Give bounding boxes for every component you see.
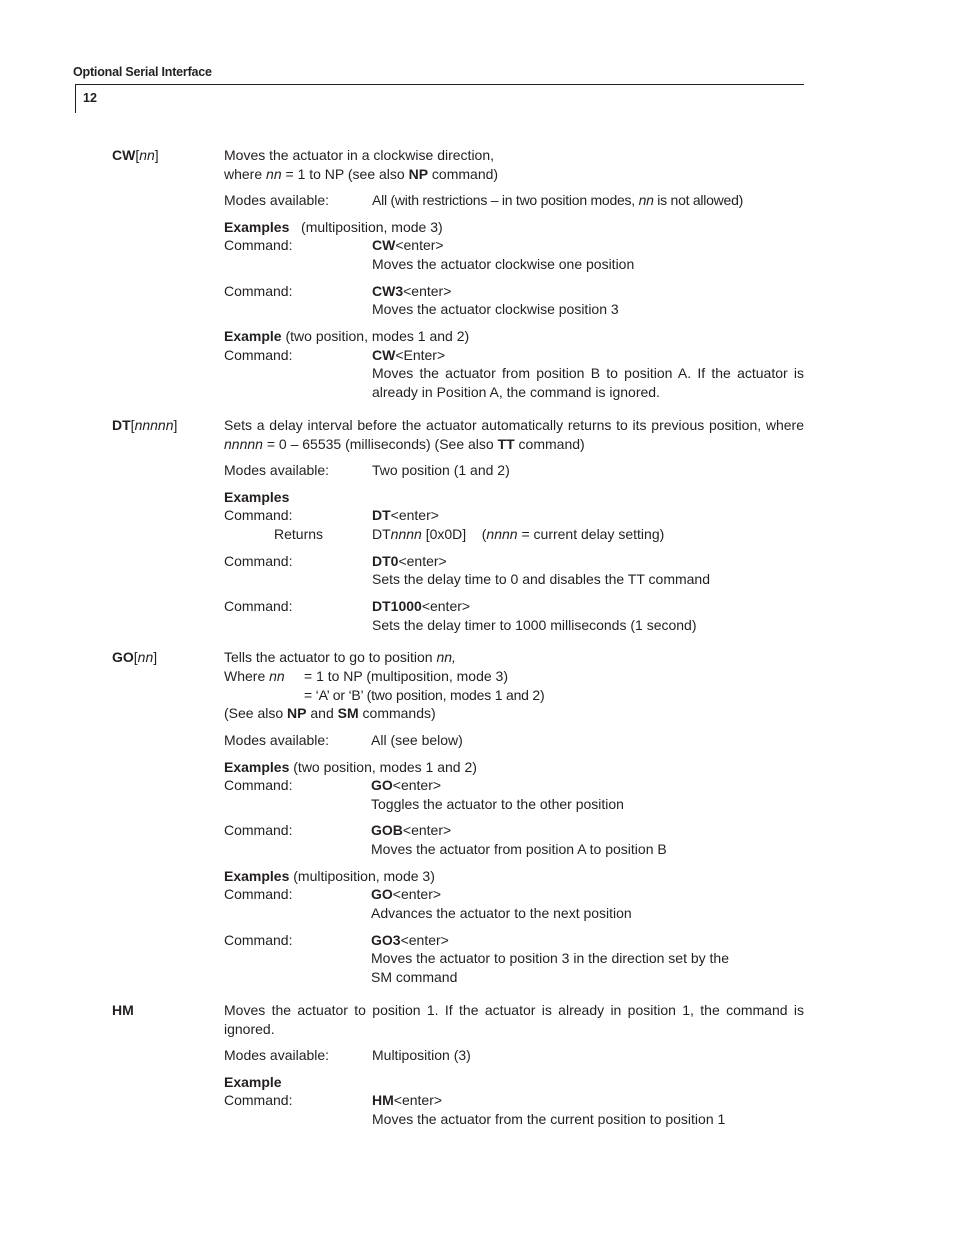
go-example-result-line2: SM command <box>371 969 458 985</box>
dt-example-command: DT<enter> <box>372 507 439 523</box>
cw-examples-heading: Examples (multiposition, mode 3) <box>224 219 443 235</box>
go-example-result-line1: Moves the actuator to position 3 in the direction set by the <box>371 950 729 966</box>
go-examples-heading: Examples (two position, modes 1 and 2) <box>224 759 477 775</box>
cw-command-label: Command: <box>224 283 293 299</box>
cw-example-command: CW<enter> <box>372 237 444 253</box>
go-example-command: GO<enter> <box>371 886 442 902</box>
go-example-command: GO3<enter> <box>371 932 449 948</box>
hm-example-heading: Example <box>224 1074 282 1090</box>
go-modes-label: Modes available: <box>224 732 330 748</box>
go-example-result: Toggles the actuator to the other position <box>371 796 624 812</box>
dt-examples-heading: Examples <box>224 489 290 505</box>
dt-example-result: Sets the delay time to 0 and disables the TT command <box>372 571 711 587</box>
go-example-result: Moves the actuator from position A to position B <box>371 841 667 857</box>
dt-command-label: Command: <box>224 553 293 569</box>
cw-example-result: Moves the actuator clockwise position 3 <box>372 301 619 317</box>
hm-example-command: HM<enter> <box>372 1092 443 1108</box>
cw-modes-label: Modes available: <box>224 192 330 208</box>
go-example-command: GO<enter> <box>371 777 442 793</box>
hm-command-label: Command: <box>224 1092 293 1108</box>
dt-command-label: Command: <box>224 598 293 614</box>
command-cw: CW[nn] <box>112 147 159 163</box>
go-example-result: Advances the actuator to the next position <box>371 905 632 921</box>
dt-returns-label: Returns <box>274 526 324 542</box>
cw-command-label: Command: <box>224 347 293 363</box>
go-description-line2: Where nn <box>224 668 285 684</box>
cw-description-line1: Moves the actuator in a clockwise direction, <box>224 147 495 163</box>
hm-modes-value: Multiposition (3) <box>372 1047 471 1063</box>
cw-modes-value: All (with restrictions – in two position modes, nn is not allowed) <box>372 192 744 208</box>
cw-example-result: Moves the actuator clockwise one position <box>372 256 635 272</box>
page-number: 12 <box>83 91 97 105</box>
dt-example-result: Sets the delay timer to 1000 milliseconds (1 second) <box>372 617 697 633</box>
cw-example-command: CW3<enter> <box>372 283 452 299</box>
cw-command-label: Command: <box>224 237 293 253</box>
dt-example-command: DT1000<enter> <box>372 598 471 614</box>
dt-command-label: Command: <box>224 507 293 523</box>
dt-returns-value: DTnnnn [0x0D] (nnnn = current delay setting) <box>372 526 665 542</box>
go-description-line1: Tells the actuator to go to position nn, <box>224 649 456 665</box>
command-hm: HM <box>112 1002 134 1018</box>
go-description-line2-value: = 1 to NP (multiposition, mode 3) <box>304 668 509 684</box>
go-example-command: GOB<enter> <box>371 822 452 838</box>
command-go: GO[nn] <box>112 649 158 665</box>
command-dt: DT[nnnnn] <box>112 417 178 433</box>
hm-description: Moves the actuator to position 1. If the actuator is already in position 1, the command is ignored. <box>224 1002 804 1037</box>
go-command-label: Command: <box>224 932 293 948</box>
cw-example-heading: Example (two position, modes 1 and 2) <box>224 328 470 344</box>
go-description-line3: = ‘A’ or ‘B’ (two position, modes 1 and 2) <box>304 687 545 703</box>
header-margin-rule <box>75 84 76 113</box>
dt-description: Sets a delay interval before the actuator automatically returns to its previous position, where nnnnn = 0 – 65535 (milliseconds) (See also TT command) <box>224 417 804 452</box>
dt-modes-label: Modes available: <box>224 462 330 478</box>
go-command-label: Command: <box>224 777 293 793</box>
go-examples-heading: Examples (multiposition, mode 3) <box>224 868 435 884</box>
go-command-label: Command: <box>224 822 293 838</box>
dt-example-command: DT0<enter> <box>372 553 447 569</box>
section-title: Optional Serial Interface <box>73 65 212 79</box>
header-rule <box>75 84 804 85</box>
go-modes-value: All (see below) <box>371 732 463 748</box>
go-command-label: Command: <box>224 886 293 902</box>
cw-description-line2: where nn = 1 to NP (see also NP command) <box>224 166 499 182</box>
go-description-line4: (See also NP and SM commands) <box>224 705 436 721</box>
hm-modes-label: Modes available: <box>224 1047 330 1063</box>
cw-example-command: CW<Enter> <box>372 347 446 363</box>
hm-example-result: Moves the actuator from the current position to position 1 <box>372 1111 726 1127</box>
cw-example-result: Moves the actuator from position B to position A. If the actuator is already in Position A, the command is ignored. <box>372 365 804 400</box>
dt-modes-value: Two position (1 and 2) <box>372 462 510 478</box>
